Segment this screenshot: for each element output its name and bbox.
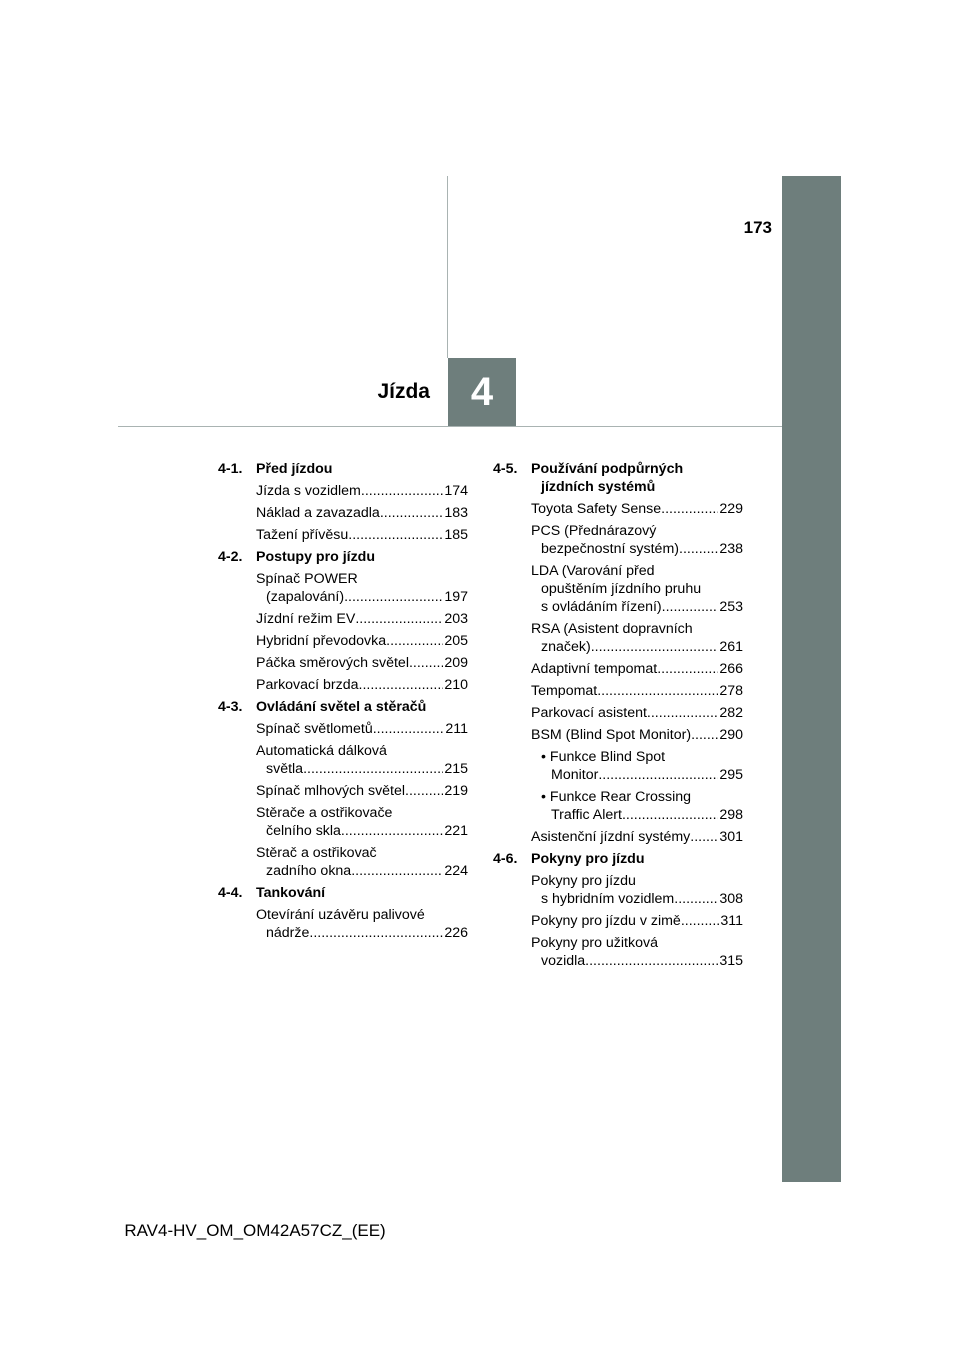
toc-entry-row [531,638,743,656]
toc-entry-row [256,632,468,650]
dot-leader [405,782,443,800]
toc-entry[interactable] [256,782,468,800]
dot-leader [355,610,443,628]
toc-entry-row [256,760,468,778]
toc-entry-page: 183 [444,505,468,521]
dot-leader [348,526,443,544]
toc-section-heading [218,698,468,716]
dot-leader [380,504,444,522]
dot-leader [661,500,718,518]
page-number: 173 [743,218,772,237]
toc-entry[interactable] [531,704,743,722]
section-number: 4-4. [218,885,243,901]
dot-leader [591,638,719,656]
toc-section-heading [218,460,468,478]
section-title: Ovládání světel a stěračů [256,699,427,715]
toc-entry[interactable] [541,748,743,784]
toc-entry[interactable] [256,906,468,942]
toc-entry-row [256,610,468,628]
toc-entry-row [541,806,743,824]
toc-entry-row [531,598,743,616]
dot-leader [386,632,443,650]
toc-entry-row [531,500,743,518]
dot-leader [309,924,443,942]
toc-entry[interactable] [256,654,468,672]
toc-entry-label: Automatická dálková [256,743,387,759]
toc-entry[interactable] [256,504,468,522]
dot-leader [344,588,443,606]
document-code: RAV4-HV_OM_OM42A57CZ_(EE) [124,1221,386,1240]
toc-left-column [218,460,468,946]
toc-entry-page: 219 [444,783,468,799]
toc-entry-page: 197 [444,589,468,605]
toc-entry[interactable] [531,660,743,678]
toc-entry-label: BSM (Blind Spot Monitor) [531,727,692,743]
toc-entry[interactable] [541,788,743,824]
toc-entry[interactable] [256,804,468,840]
toc-entry-label: s hybridním vozidlem [541,891,675,907]
toc-entry[interactable] [256,720,468,738]
toc-entry-label: Páčka směrových světel [256,655,409,671]
toc-entry-row [256,720,468,738]
dot-leader [691,726,718,744]
toc-section-heading [218,884,468,902]
toc-entry-page: 205 [444,633,468,649]
toc-entry-row [531,540,743,558]
toc-entry[interactable] [256,570,468,606]
toc-entry-label: Tažení přívěsu [256,527,349,543]
dot-leader [359,676,444,694]
dot-leader [341,822,443,840]
toc-entry-label: Toyota Safety Sense [531,501,662,517]
toc-entry-label: s ovládáním řízení) [541,599,662,615]
dot-leader [662,598,719,616]
dot-leader [622,806,718,824]
section-number: 4-1. [218,461,243,477]
toc-entry-label: Pokyny pro užitková [531,935,658,951]
toc-entry-row [531,912,743,930]
dot-leader [585,952,718,970]
divider-horizontal [118,426,782,427]
toc-entry-row [531,828,743,846]
toc-entry-page: 295 [719,767,743,783]
section-title: Před jízdou [256,461,333,477]
dot-leader [679,540,718,558]
toc-entry-page: 221 [444,823,468,839]
toc-entry-label: Náklad a zavazadla [256,505,380,521]
toc-entry-page: 174 [444,483,468,499]
toc-entry-label: Hybridní převodovka [256,633,387,649]
toc-entry-label: RSA (Asistent dopravních [531,621,693,637]
section-title: Postupy pro jízdu [256,549,376,565]
toc-entry[interactable] [531,522,743,558]
toc-entry-label: Parkovací asistent [531,705,647,721]
toc-entry-row [531,726,743,744]
toc-entry-row [256,526,468,544]
toc-entry-page: 238 [719,541,743,557]
toc-entry-page: 215 [444,761,468,777]
toc-entry-label: (zapalování) [266,589,345,605]
dot-leader [361,482,443,500]
toc-entry-page: 278 [719,683,743,699]
chapter-side-tab [782,176,841,1182]
toc-entry-row [531,682,743,700]
toc-entry-page: 211 [445,721,468,737]
toc-entry-label: Tempomat [531,683,598,699]
divider-vertical [447,176,448,358]
toc-entry-label: světla [266,761,304,777]
toc-entry[interactable] [256,632,468,650]
dot-leader [373,720,445,738]
toc-entry[interactable] [256,482,468,500]
toc-entry-page: 203 [444,611,468,627]
toc-entry-label: zadního okna [266,863,352,879]
chapter-number-box [448,358,516,426]
toc-entry-page: 315 [719,953,743,969]
toc-entry-label: Otevírání uzávěru palivové [256,907,425,923]
toc-entry[interactable] [256,610,468,628]
toc-entry-label: bezpečnostní systém) [541,541,679,557]
toc-entry[interactable] [256,742,468,778]
toc-entry-label: Parkovací brzda [256,677,359,693]
dot-leader [598,766,718,784]
toc-entry-row [256,504,468,522]
toc-entry-row [256,654,468,672]
toc-entry-label: opuštěním jízdního pruhu [541,581,702,597]
toc-entry-label: Pokyny pro jízdu [531,873,636,889]
toc-entry[interactable] [531,828,743,846]
toc-entry-label: PCS (Přednárazový [531,523,657,539]
toc-entry-label: vozidla [541,953,586,969]
toc-entry[interactable] [256,526,468,544]
toc-entry-label: Traffic Alert [551,807,622,823]
toc-entry[interactable] [256,844,468,880]
section-title: Tankování [256,885,326,901]
dot-leader [647,704,718,722]
toc-entry[interactable] [531,562,743,616]
dot-leader [690,828,718,846]
toc-entry-label: Spínač POWER [256,571,358,587]
toc-entry-page: 226 [444,925,468,941]
toc-entry-row [256,482,468,500]
toc-entry-page: 311 [720,913,743,929]
toc-entry[interactable] [531,620,743,656]
toc-entry-page: 308 [719,891,743,907]
dot-leader [674,890,718,908]
toc-entry-label: Stěrače a ostřikovače [256,805,393,821]
toc-entry-label: čelního skla [266,823,341,839]
toc-entry[interactable] [256,676,468,694]
chapter-title: Jízda [377,380,430,403]
toc-entry-row [531,952,743,970]
toc-entry-label: Spínač mlhových světel [256,783,406,799]
toc-section-heading [493,460,743,496]
toc-entry-label: • Funkce Rear Crossing [541,789,692,805]
toc-entry-row [256,676,468,694]
dot-leader [351,862,443,880]
toc-entry-row [256,862,468,880]
dot-leader [409,654,443,672]
toc-entry-row [541,766,743,784]
toc-entry-row [256,822,468,840]
toc-entry[interactable] [531,726,743,744]
toc-entry-page: 210 [444,677,468,693]
dot-leader [681,912,720,930]
toc-entry[interactable] [531,682,743,700]
toc-entry-page: 185 [444,527,468,543]
toc-entry[interactable] [531,500,743,518]
toc-entry-row [531,704,743,722]
toc-entry-page: 282 [719,705,743,721]
toc-entry-label: značek) [541,639,591,655]
toc-entry-page: 266 [719,661,743,677]
toc-entry[interactable] [531,912,743,930]
toc-entry-label: Adaptivní tempomat [531,661,658,677]
toc-entry-row [256,782,468,800]
toc-entry-page: 224 [444,863,468,879]
toc-right-column [493,460,743,974]
section-number: 4-5. [493,461,518,477]
toc-entry-label: Jízdní režim EV [256,611,356,627]
toc-section-heading [218,548,468,566]
toc-entry-row [256,924,468,942]
toc-entry[interactable] [531,872,743,908]
toc-entry-label: Pokyny pro jízdu v zimě [531,913,681,929]
section-number: 4-2. [218,549,243,565]
toc-entry-label: Asistenční jízdní systémy [531,829,691,845]
toc-entry-label: • Funkce Blind Spot [541,749,666,765]
toc-entry-row [256,588,468,606]
chapter-number: 4 [470,369,494,414]
toc-section-heading [493,850,743,868]
toc-entry-page: 290 [719,727,743,743]
toc-entry-label: Monitor [551,767,599,783]
toc-entry-page: 229 [719,501,743,517]
section-number: 4-3. [218,699,243,715]
toc-entry-label: Stěrač a ostřikovač [256,845,377,861]
toc-entry-label: Jízda s vozidlem [256,483,361,499]
toc-entry[interactable] [531,934,743,970]
toc-entry-page: 298 [719,807,743,823]
section-number: 4-6. [493,851,518,867]
toc-entry-label: nádrže [266,925,310,941]
toc-entry-row [531,890,743,908]
toc-entry-page: 261 [719,639,743,655]
dot-leader [657,660,718,678]
section-title: Pokyny pro jízdu [531,851,645,867]
toc-entry-page: 253 [719,599,743,615]
section-title: Používání podpůrných jízdních systémů [531,461,684,495]
toc-entry-row [531,660,743,678]
toc-entry-label: LDA (Varování před [531,563,655,579]
toc-entry-label: Spínač světlometů [256,721,373,737]
dot-leader [597,682,718,700]
toc-entry-page: 209 [444,655,468,671]
toc-entry-page: 301 [719,829,743,845]
dot-leader [303,760,443,778]
